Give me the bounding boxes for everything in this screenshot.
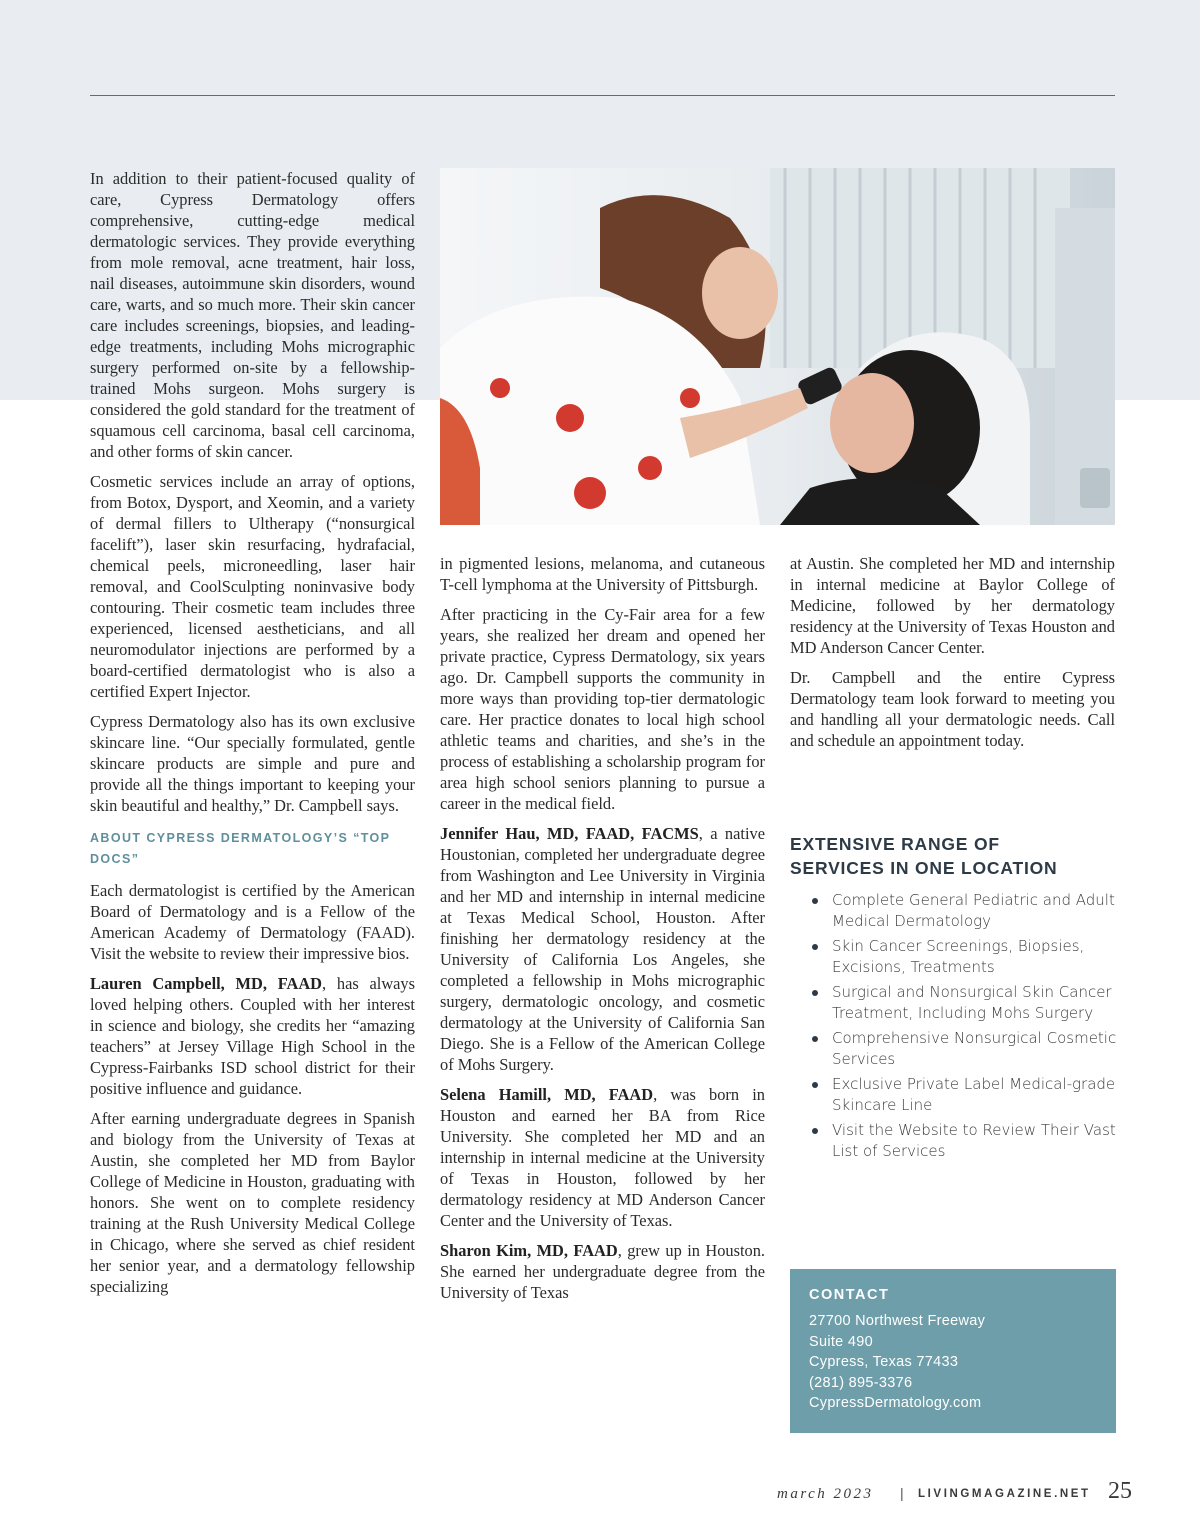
list-item-text: Skin Cancer Screenings, Biopsies, Excisions, Treatments: [832, 937, 1085, 976]
contact-city: Cypress, Texas 77433: [809, 1354, 959, 1370]
list-item: [808, 982, 1123, 1024]
contact-phone[interactable]: (281) 895-3376: [809, 1374, 913, 1391]
paragraph: [440, 1084, 765, 1231]
paragraph: Cosmetic services include an array of options, from Botox, Dysport, and Xeomin, and a variety of dermal fillers to Ultherapy (“nonsurgical facelift”), laser skin resurfacing, hydrafacial, chemical peels, microneedling, laser hair removal, and CoolSculpting noninvasive body contouring. Their cosmetic team includes three experienced, licensed aestheticians, and all neuromodulator injections are performed by a board-certified dermatologist who is also a certified Expert Injector.: [90, 472, 415, 701]
contact-website-link[interactable]: CypressDermatology.com: [809, 1395, 982, 1411]
dermatologist-examining-patient-illustration: [440, 168, 1115, 525]
paragraph-text: , a native Houstonian, completed her undergraduate degree from Washington and Lee University in Virginia and her MD and internship in internal medicine at Texas Medical School, Houston. After finishing her dermatology residency at the University of California Los Angeles, she completed a fellowship in Mohs micrographic surgery, dermatologic oncology, and cosmetic dermatology at the University of California San Diego. She is a Fellow of the American College of Mohs Surgery.: [440, 824, 765, 1074]
list-item-text: Visit the Website to Review Their Vast List of Services: [832, 1121, 1116, 1160]
bullet-icon: [812, 990, 818, 996]
paragraph: Cypress Dermatology also has its own exclusive skincare line. “Our specially formulated, gentle skincare products are simple and pure and provide all the things important to keeping your skin beautiful and healthy,” Dr. Campbell says.: [90, 712, 415, 815]
list-item-text: Exclusive Private Label Medical-grade Skincare Line: [832, 1075, 1116, 1114]
contact-address-suite: Suite 490: [809, 1333, 873, 1350]
magazine-site-link[interactable]: LIVINGMAGAZINE.NET: [918, 1488, 1091, 1500]
article-column-3: [790, 553, 1115, 760]
page-footer: [740, 1478, 1140, 1508]
list-item: [808, 936, 1123, 978]
paragraph: [90, 973, 415, 1099]
footer-separator: |: [900, 1485, 904, 1501]
paragraph: at Austin. She completed her MD and internship in internal medicine at Baylor College of Medicine, followed by her dermatology residency at the University of Texas Houston and MD Anderson Cancer Center.: [790, 554, 1115, 657]
paragraph: Each dermatologist is certified by the American Board of Dermatology and is a Fellow of the American Academy of Dermatology (FAAD). Visit the website to review their impressive bios.: [90, 881, 415, 963]
bullet-icon: [812, 1082, 818, 1088]
page-number: 25: [1108, 1478, 1132, 1504]
paragraph: [440, 823, 765, 1075]
list-item: [808, 1120, 1123, 1162]
contact-box: [790, 1269, 1116, 1433]
services-heading: [790, 832, 1120, 880]
paragraph: After earning undergraduate degrees in Spanish and biology from the University of Texas at Austin, she completed her MD from Baylor College of Medicine in Houston, graduating with honors. She went on to complete residency training at the Rush University Medical College in Chicago, where she served as chief resident her senior year, and a dermatology fellowship specializing: [90, 1109, 415, 1296]
article-column-1: [90, 168, 415, 1306]
list-item-text: Complete General Pediatric and Adult Medical Dermatology: [832, 891, 1115, 930]
paragraph: [440, 1240, 765, 1303]
list-item: [808, 1028, 1123, 1070]
bullet-icon: [812, 1036, 818, 1042]
doctor-name: Jennifer Hau, MD, FAAD, FACMS: [440, 824, 699, 843]
paragraph-text: , grew up in Houston. She earned her undergraduate degree from the University of Texas: [440, 1241, 766, 1302]
paragraph-text: , was born in Houston and earned her BA from Rice University. She completed her MD and an internship in internal medicine at the University of Texas in Houston, followed by her dermatology residency at MD Anderson Cancer Center and the University of Texas.: [440, 1085, 765, 1230]
issue-date: march 2023: [777, 1486, 874, 1502]
list-item-text: Surgical and Nonsurgical Skin Cancer Treatment, Including Mohs Surgery: [832, 983, 1112, 1022]
paragraph-text: , has always loved helping others. Coupled with her interest in science and biology, she credits her “amazing teachers” at Jersey Village High School in the Cypress-Fairbanks ISD school district for their positive influence and guidance.: [90, 974, 416, 1098]
article-column-2: [440, 553, 765, 1312]
doctor-name: Lauren Campbell, MD, FAAD: [90, 974, 323, 993]
contact-address-line: 27700 Northwest Freeway: [809, 1313, 986, 1329]
bullet-icon: [812, 944, 818, 950]
article-photo: [440, 168, 1115, 525]
services-heading-line: SERVICES IN ONE LOCATION: [790, 858, 1058, 878]
doctor-name: Sharon Kim, MD, FAAD: [440, 1241, 618, 1260]
section-subhead: ABOUT CYPRESS DERMATOLOGY’S “TOP DOCS”: [90, 831, 391, 866]
bullet-icon: [812, 898, 818, 904]
paragraph: in pigmented lesions, melanoma, and cutaneous T-cell lymphoma at the University of Pittsburgh.: [440, 554, 765, 594]
top-rule-divider: [90, 95, 1115, 96]
contact-title: CONTACT: [809, 1287, 890, 1303]
list-item: [808, 890, 1123, 932]
bullet-icon: [812, 1128, 818, 1134]
list-item-text: Comprehensive Nonsurgical Cosmetic Services: [832, 1029, 1117, 1068]
paragraph: In addition to their patient-focused quality of care, Cypress Dermatology offers comprehensive, cutting-edge medical dermatologic services. They provide everything from mole removal, acne treatment, hair loss, nail diseases, autoimmune skin disorders, wound care, warts, and so much more. Their skin cancer care includes screenings, biopsies, and leading-edge treatments, including Mohs micrographic surgery performed on-site by a fellowship-trained Mohs surgeon. Mohs surgery is considered the gold standard for the treatment of squamous cell carcinoma, basal cell carcinoma, and other forms of skin cancer.: [90, 169, 415, 461]
paragraph: Dr. Campbell and the entire Cypress Dermatology team look forward to meeting you and handling all your dermatologic needs. Call and schedule an appointment today.: [790, 668, 1115, 750]
list-item: [808, 1074, 1123, 1116]
doctor-name: Selena Hamill, MD, FAAD: [440, 1085, 654, 1104]
paragraph: After practicing in the Cy-Fair area for a few years, she realized her dream and opened her private practice, Cypress Dermatology, six years ago. Dr. Campbell supports the community in more ways than providing top-tier dermatologic care. Her practice donates to local high school athletic teams and charities, and she’s in the process of establishing a scholarship program for area high school seniors planning to pursue a career in the medical field.: [440, 605, 765, 813]
services-heading-line: EXTENSIVE RANGE OF: [790, 834, 1000, 854]
services-list: [808, 890, 1123, 1166]
